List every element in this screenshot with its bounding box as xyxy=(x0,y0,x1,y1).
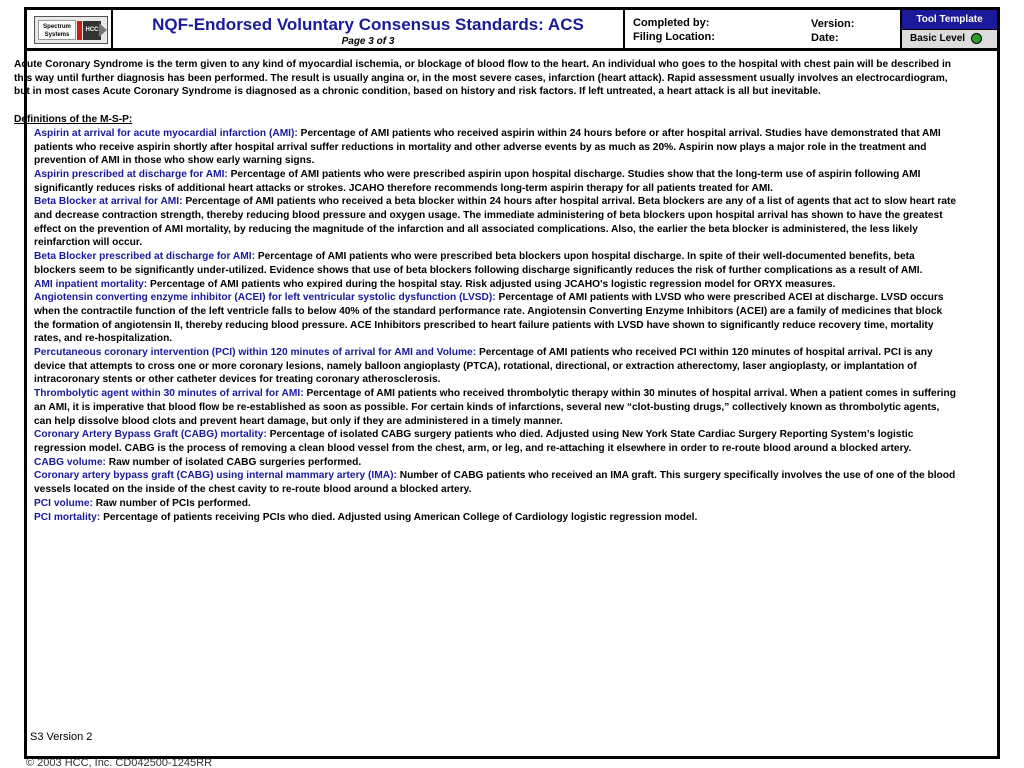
definition-item xyxy=(14,497,958,511)
footer-version: S3 Version 2 xyxy=(30,731,93,743)
definition-term: Aspirin at arrival for acute myocardial infarction (AMI): xyxy=(34,127,298,139)
logo-red-bar xyxy=(77,21,82,40)
definition-item xyxy=(14,456,958,470)
definition-item xyxy=(14,195,958,250)
title-cell xyxy=(113,10,625,48)
definitions-heading: Definitions of the M-S-P: xyxy=(14,114,133,126)
arrow-icon xyxy=(99,23,107,37)
definition-text: Percentage of AMI patients who were prescribed aspirin upon hospital discharge. Studies show that the long-term use of aspirin following AMI significantly reduces risks of additional heart attacks or strokes. JCAHO therefore recommends long-term aspirin therapy for all patients treated for AMI. xyxy=(34,168,921,194)
definition-text: Percentage of AMI patients with LVSD who were prescribed ACEI at discharge. LVSD occurs when the contractile function of the left ventricle falls to below 40% of the standard performance rate. Angiotensin Converting Enzyme Inhibitors (ACEI) are a family of medicines that block the formation of angiotensin II, thereby reducing blood pressure. ACE Inhibitors prescribed to heart failure patients with LVSD have shown to significantly reduce recovery time, mortality rates, and re-hospitalization. xyxy=(34,292,944,345)
level-label: Basic Level xyxy=(910,33,966,44)
definition-item xyxy=(14,428,958,455)
definition-item xyxy=(14,127,958,168)
definition-text: Percentage of AMI patients who were prescribed beta blockers upon hospital discharge. In spite of their well-documented benefits, beta blockers seem to be significantly under-utilized. Evidence shows that use of beta blockers following discharge significantly reduces the risk of further complications as a result of AMI. xyxy=(34,251,923,276)
definition-term: Percutaneous coronary intervention (PCI) within 120 minutes of arrival for AMI and Volume: xyxy=(34,347,477,359)
meta-cell xyxy=(625,10,902,48)
definition-item xyxy=(14,346,958,387)
filing-location-label: Filing Location: xyxy=(633,31,715,43)
green-circle-icon xyxy=(971,33,982,44)
definition-text: Percentage of AMI patients who received a beta blocker within 24 hours after hospital arrival. Beta blockers are any of a list of agents that act to slow heart rate and decrease contraction strength, thereby reducing blood pressure and oxygen usage. The immediate administering of beta blockers upon hospital arrival has shown to have the greatest effect on the prevention of AMI mortality, by reducing the magnitude of the infarction and all associated complications. Also, the earlier the beta blocker is administered, the less likely reinfarction will occur. xyxy=(34,196,957,249)
intro-paragraph: Acute Coronary Syndrome is the term given to any kind of myocardial ischemia, or blockage of blood flow to the heart. An individual who goes to the hospital with chest pain will be described in this way until further diagnosis has been performed. The result is usually angina or, in the most severe cases, infarction (heart attack). Rapid assessment usually involves an electrocardiogram, but in most cases Acute Coronary Syndrome is diagnosed as a chronic condition, based on history and risk factors. If left untreated, a heart attack is all but inevitable. xyxy=(14,59,952,98)
tool-template-label: Tool Template xyxy=(902,10,997,30)
definition-text: Raw number of isolated CABG surgeries performed. xyxy=(108,456,362,468)
definition-item xyxy=(14,387,958,428)
version-label: Version: xyxy=(811,18,855,30)
definitions-list xyxy=(14,127,958,524)
definition-term: AMI inpatient mortality: xyxy=(34,278,148,290)
logo-badge: HCC xyxy=(83,21,101,40)
definition-item xyxy=(14,511,958,525)
definition-text: Number of CABG patients who received an IMA graft. This surgery specifically involves the use of one of the blood vessels located on the inside of the chest cavity to re-route blood around a blocked artery. xyxy=(34,470,956,496)
definition-term: Thrombolytic agent within 30 minutes of arrival for AMI: xyxy=(34,388,304,400)
definition-term: CABG volume: xyxy=(34,456,106,468)
date-label: Date: xyxy=(811,32,839,44)
definition-item xyxy=(14,168,958,195)
definition-text: Raw number of PCIs performed. xyxy=(95,497,251,509)
logo-cell xyxy=(27,10,113,48)
logo xyxy=(34,16,108,44)
definition-text: Percentage of AMI patients who expired during the hospital stay. Risk adjusted using JCAHO's logistic regression model for ORYX measures. xyxy=(150,278,836,290)
definition-term: PCI mortality: xyxy=(34,511,101,523)
definition-text: Percentage of isolated CABG surgery patients who died. Adjusted using New York State Cardiac Surgery Reporting System’s logistic regression model. CABG is the process of removing a clean blood vessel from the chest, arm, or leg, and re-attaching it elsewhere in order to re-route blood around a blocked artery. xyxy=(34,429,914,454)
page-title: NQF-Endorsed Voluntary Consensus Standards: ACS xyxy=(152,15,584,34)
page-number: Page 3 of 3 xyxy=(341,36,395,47)
definition-term: Beta Blocker prescribed at discharge for AMI: xyxy=(34,251,255,263)
definition-term: Beta Blocker at arrival for AMI: xyxy=(34,196,183,208)
definition-text: Percentage of patients receiving PCIs who died. Adjusted using American College of Cardiology logistic regression model. xyxy=(103,511,698,523)
logo-text: Spectrum Systems xyxy=(38,20,76,40)
definition-term: Aspirin prescribed at discharge for AMI: xyxy=(34,168,228,180)
document-body xyxy=(14,58,958,524)
definition-text: Percentage of AMI patients who received thrombolytic therapy within 30 minutes of hospital arrival. When a patient comes in suffering an AMI, it is imperative that blood flow be re-established as soon as possible. For certain kinds of infarctions, several new “clot-busting drugs,” collectively known as thrombolytic agents, can help dissolve blood clots and prevent heart damage, but only if they are administered in a timely manner. xyxy=(34,388,956,427)
definition-item xyxy=(14,291,958,346)
definition-item xyxy=(14,469,958,496)
completed-by-label: Completed by: xyxy=(633,17,710,29)
header xyxy=(27,10,997,51)
definition-text: Percentage of AMI patients who received aspirin within 24 hours before or after hospital arrival. Studies have demonstrated that AMI patients who receive aspirin shortly after hospital arrival suffer reductions in mortality and other adverse events by as much as 20%. Aspirin now plays a major role in the treatment and prevention of AMI in those who show early warning signs. xyxy=(34,127,941,167)
definition-item xyxy=(14,278,958,292)
definition-term: Coronary artery bypass graft (CABG) using internal mammary artery (IMA): xyxy=(34,470,397,482)
tool-cell xyxy=(902,10,997,48)
definition-term: Coronary Artery Bypass Graft (CABG) mortality: xyxy=(34,429,267,441)
level-indicator xyxy=(902,30,997,48)
copyright: © 2003 HCC, Inc. CD042500-1245RR xyxy=(26,757,213,768)
definition-term: PCI volume: xyxy=(34,497,93,509)
definition-item xyxy=(14,250,958,277)
definition-term: Angiotensin converting enzyme inhibitor (ACEI) for left ventricular systolic dysfunction (LVSD): xyxy=(34,292,496,304)
definition-text: Percentage of AMI patients who received PCI within 120 minutes of hospital arrival. PCI is any device that attempts to cross one or more coronary lesions, namely balloon angioplasty (PTCA), rotational, directional, or extraction atherectomy, laser angioplasty, or implantation of intracoronary stents or other catheter devices for treating coronary atherosclerosis. xyxy=(34,347,933,386)
